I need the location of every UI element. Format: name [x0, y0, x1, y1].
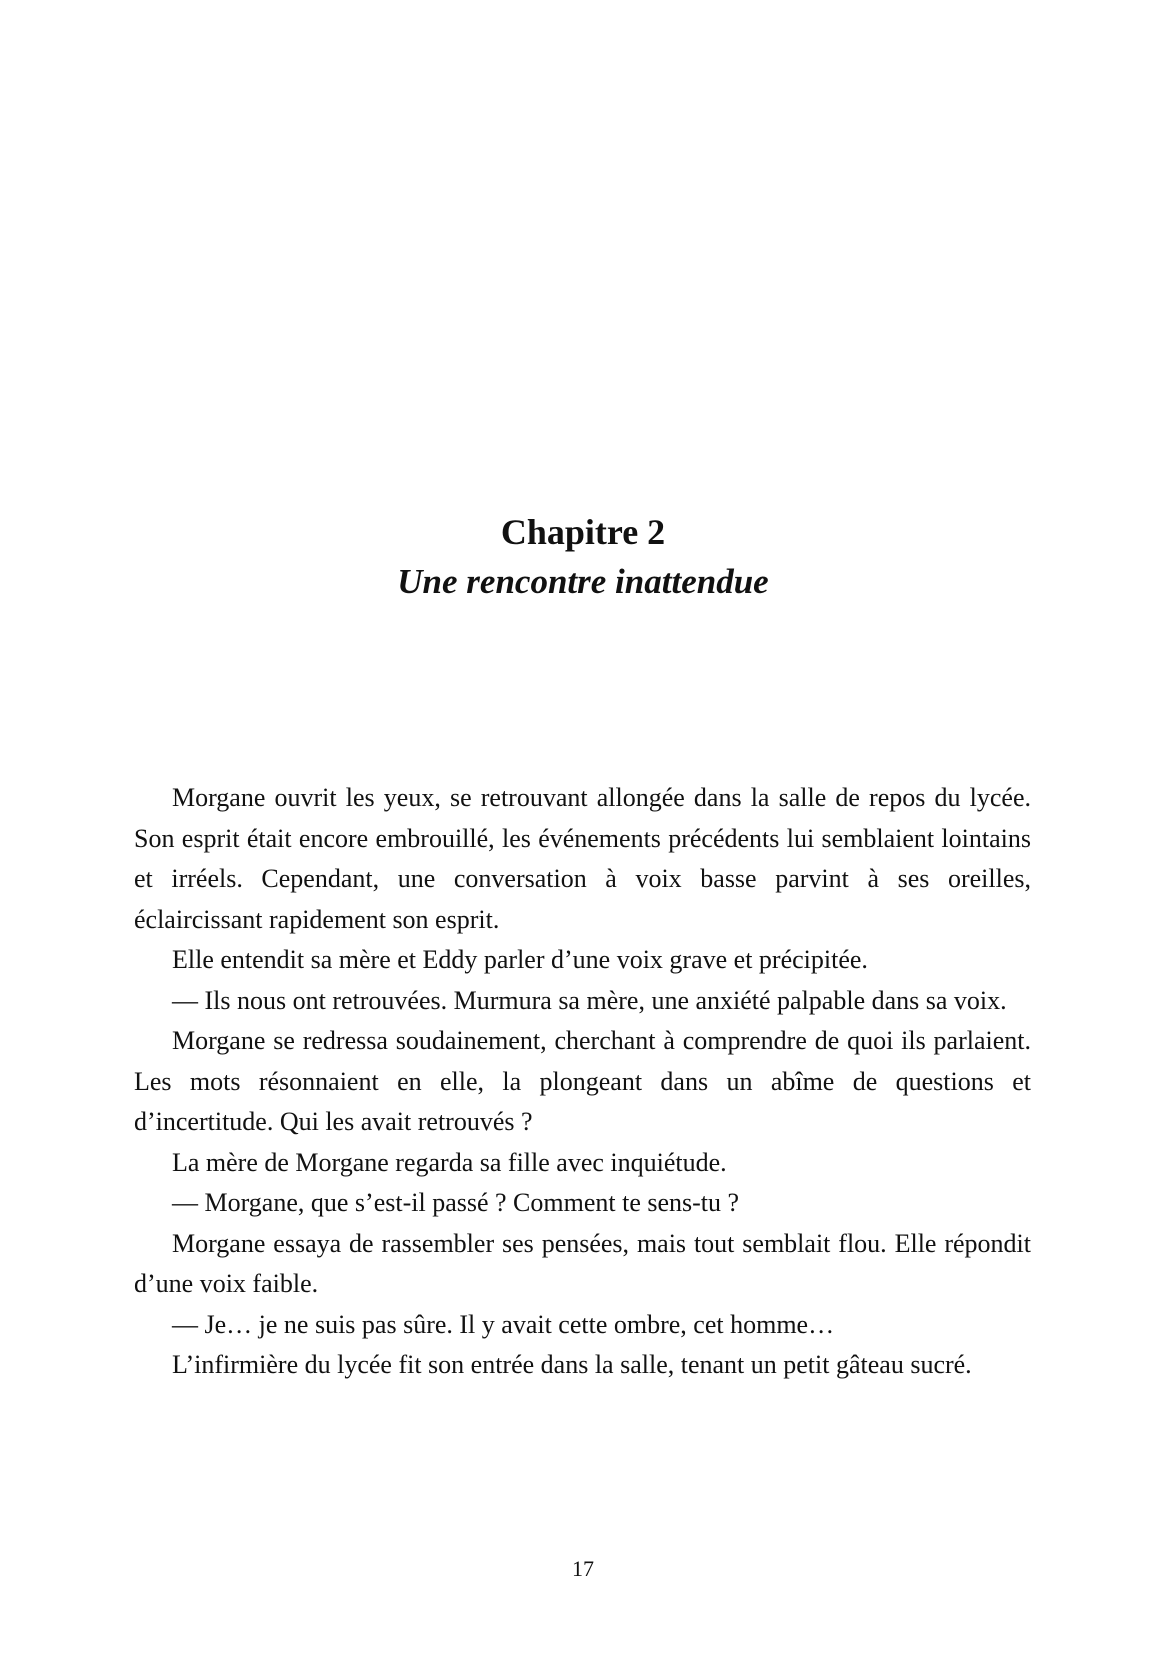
paragraph: — Je… je ne suis pas sûre. Il y avait cette ombre, cet homme…: [172, 1309, 835, 1339]
paragraph: La mère de Morgane regarda sa fille avec inquiétude.: [172, 1147, 727, 1177]
chapter-body: [134, 778, 1031, 1386]
paragraph: Elle entendit sa mère et Eddy parler d’une voix grave et précipitée.: [172, 945, 868, 974]
paragraph: Morgane se redressa soudainement, cherchant à comprendre de quoi ils parlaient. Les mots résonnaient en elle, la plongeant dans un abîme de questions et d’incertitude. Qui les avait retrouvés ?: [134, 1026, 1031, 1136]
paragraph: L’infirmière du lycée fit son entrée dans la salle, tenant un petit gâteau sucré.: [172, 1350, 972, 1379]
chapter-heading: [0, 510, 1166, 604]
paragraph: — Ils nous ont retrouvées. Murmura sa mère, une anxiété palpable dans sa voix.: [172, 985, 1007, 1015]
page-number: 17: [572, 1556, 594, 1581]
paragraph: — Morgane, que s’est-il passé ? Comment te sens-tu ?: [172, 1188, 740, 1217]
paragraph: Morgane ouvrit les yeux, se retrouvant allongée dans la salle de repos du lycée. Son esprit était encore embrouillé, les événements précédents lui semblaient lointains et irréels. Cependant, une conversation à voix basse parvint à ses oreilles, éclaircissant rapidement son esprit.: [134, 783, 1031, 934]
chapter-title: Chapitre 2: [500, 512, 666, 552]
chapter-subtitle: Une rencontre inattendue: [397, 562, 769, 601]
paragraph: Morgane essaya de rassembler ses pensées, mais tout semblait flou. Elle répondit d’une voix faible.: [134, 1228, 1031, 1298]
